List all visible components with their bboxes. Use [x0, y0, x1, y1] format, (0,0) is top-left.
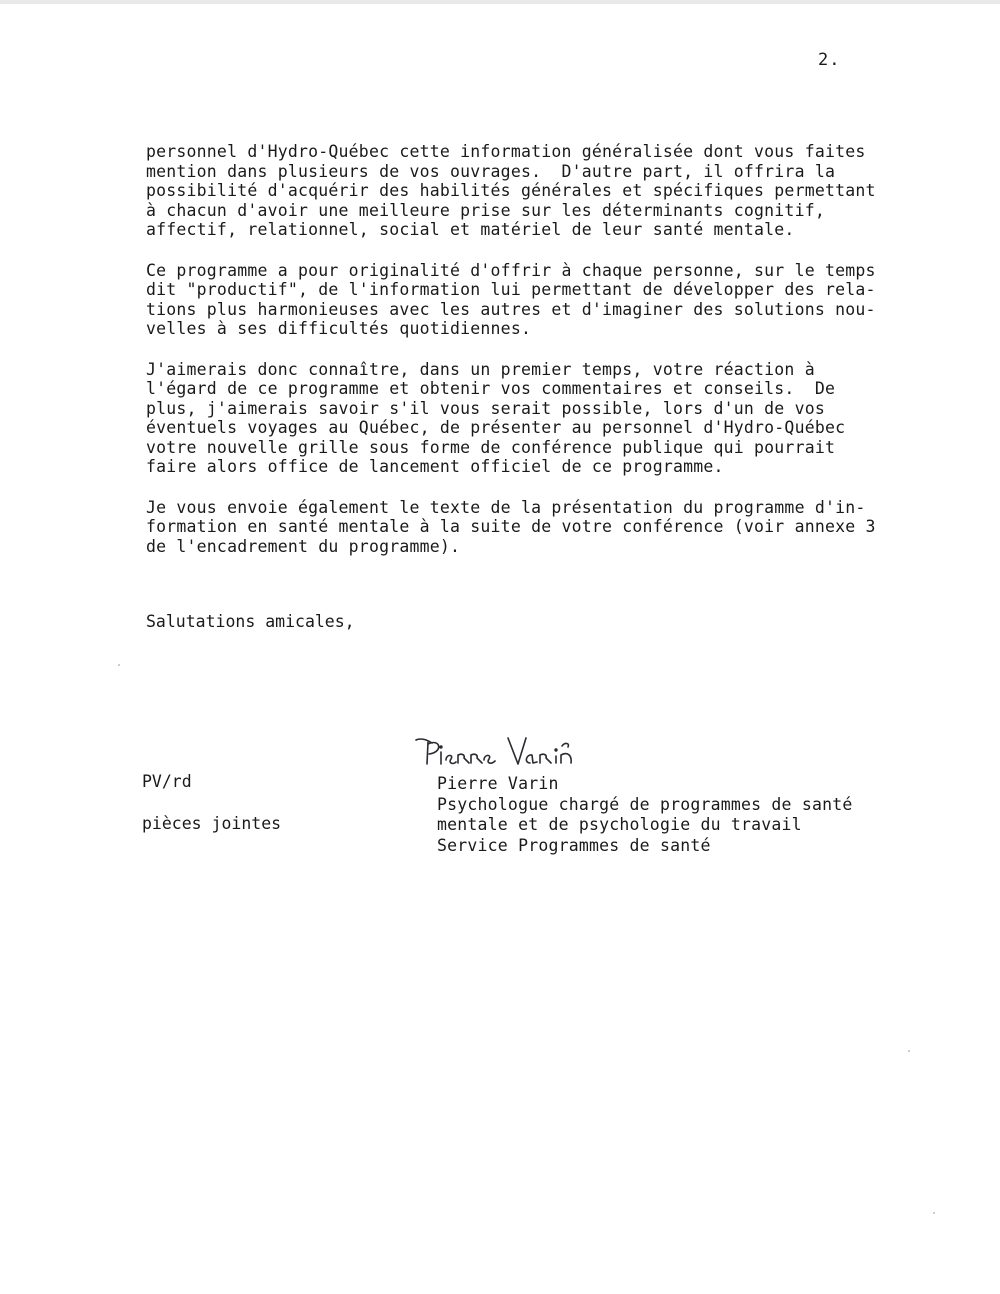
- body-line: possibilité d'acquérir des habilités générales et spécifiques permettant: [146, 181, 876, 200]
- paragraph-1: [146, 142, 876, 240]
- signer-block: [437, 774, 853, 856]
- signer-title-line: Service Programmes de santé: [437, 835, 711, 855]
- body-line: affectif, relationnel, social et matériel de leur santé mentale.: [146, 220, 795, 239]
- body-line: dit "productif", de l'information lui permettant de développer des rela-: [146, 280, 876, 299]
- signer-name: Pierre Varin: [437, 774, 559, 793]
- body-line: l'égard de ce programme et obtenir vos commentaires et conseils. De: [146, 379, 836, 398]
- body-line: Ce programme a pour originalité d'offrir à chaque personne, sur le temps: [146, 260, 876, 280]
- enclosures-note: pièces jointes: [142, 814, 282, 833]
- body-line: faire alors office de lancement officiel de ce programme.: [146, 457, 724, 476]
- body-line: tions plus harmonieuses avec les autres et d'imaginer des solutions nou-: [146, 299, 876, 319]
- body-line: plus, j'aimerais savoir s'il vous serait possible, lors d'un de vos: [146, 398, 825, 418]
- handwritten-signature: [410, 730, 610, 778]
- paragraph-2: [146, 260, 876, 339]
- body-line: velles à ses difficultés quotidiennes.: [146, 319, 532, 338]
- scan-top-edge: [0, 0, 1000, 4]
- paragraph-3: [146, 360, 866, 477]
- typist-initials: PV/rd: [142, 772, 192, 791]
- paragraph-4: [146, 497, 876, 557]
- letter-body: [146, 142, 876, 577]
- page-number: 2.: [818, 50, 841, 70]
- body-line: mention dans plusieurs de vos ouvrages. D'autre part, il offrira la: [146, 161, 836, 181]
- body-line: de l'encadrement du programme).: [146, 536, 461, 556]
- body-line: éventuels voyages au Québec, de présenter au personnel d'Hydro-Québec: [146, 418, 846, 437]
- body-line: J'aimerais donc connaître, dans un premier temps, votre réaction à: [146, 359, 815, 379]
- signer-title-line: Psychologue chargé de programmes de santé: [437, 794, 853, 814]
- scan-speck: [933, 1212, 935, 1214]
- body-line: Je vous envoie également le texte de la présentation du programme d'in-: [146, 497, 866, 517]
- body-line: votre nouvelle grille sous forme de conférence publique qui pourrait: [146, 437, 836, 457]
- scan-speck: [908, 1050, 910, 1052]
- signer-title-line: mentale et de psychologie du travail: [437, 815, 802, 834]
- body-line: formation en santé mentale à la suite de votre conférence (voir annexe 3: [146, 517, 876, 536]
- scan-speck: [118, 664, 120, 666]
- body-line: personnel d'Hydro-Québec cette information généralisée dont vous faites: [146, 142, 866, 161]
- body-line: à chacun d'avoir une meilleure prise sur les déterminants cognitif,: [146, 200, 825, 220]
- closing-salutation: Salutations amicales,: [146, 612, 355, 631]
